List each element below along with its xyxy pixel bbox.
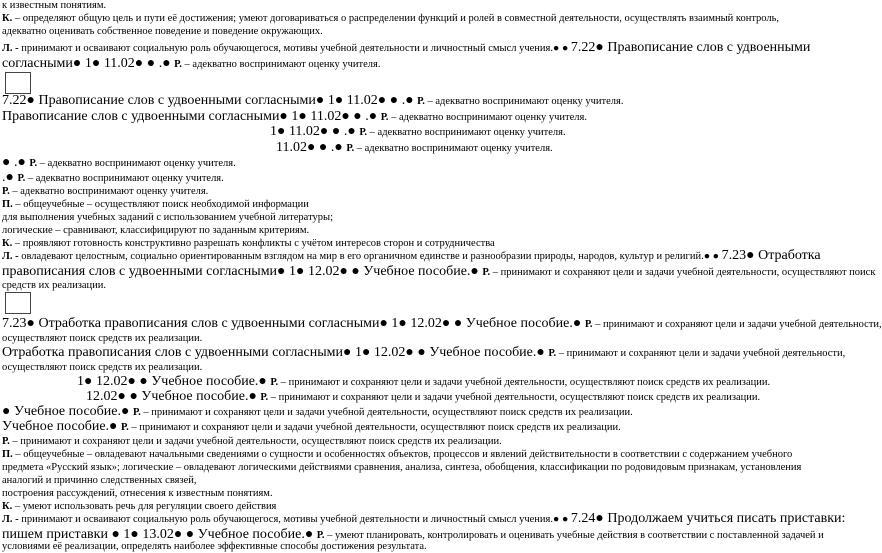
text-line-2: адекватно оценивать собственное поведение и поведение окружающих. bbox=[2, 26, 323, 37]
text-line-16: Л. - овладевают целостным, социально ориентированным взглядом на мир в его органичном единстве и разнообразии природы, народов, культур и религий.● ● 7.23● Отработка bbox=[2, 248, 821, 263]
text-line-14: логические – сравнивают, классифицируют по заданным критериям. bbox=[2, 225, 310, 236]
text-line-18: средств их реализации. bbox=[2, 280, 107, 291]
text-line-7: 1● 11.02● ● .● Р. – адекватно воспринимают оценку учителя. bbox=[270, 124, 566, 139]
text-line-29: предмета «Русский язык»; логические – овладевают логическими действиями сравнения, анализа, синтеза, обобщения, классификации по родовидовым признакам, установления bbox=[2, 462, 802, 473]
text-line-34: пишем приставки ● 1● 13.02● ● Учебное пособие.● Р. – умеют планировать, контролировать и оценивать учебные действия в соответствии с поставленной задачей и bbox=[2, 527, 824, 542]
text-line-19: 7.23● Отработка правописания слов с удвоенными согласными● 1● 12.02● ● Учебное пособие.● Р. – принимают и сохраняют цели и задачи учебной деятельности, bbox=[2, 316, 882, 331]
text-line-35: условиями её реализации, определять наиболее эффективные способы достижения результата. bbox=[2, 541, 427, 552]
text-line-0: к известным понятиям. bbox=[2, 0, 107, 11]
text-line-6: Правописание слов с удвоенными согласными● 1● 11.02● ● .● Р. – адекватно воспринимают оценку учителя. bbox=[2, 109, 587, 124]
text-line-17: правописания слов с удвоенными согласными● 1● 12.02● ● Учебное пособие.● Р. – принимают и сохраняют цели и задачи учебной деятельности, осуществляют поиск bbox=[2, 264, 876, 279]
placeholder-box-1 bbox=[5, 72, 31, 94]
text-line-11: Р. – адекватно воспринимают оценку учителя. bbox=[2, 186, 209, 197]
text-line-9: ● .● Р. – адекватно воспринимают оценку учителя. bbox=[2, 155, 236, 170]
text-line-32: К. – умеют использовать речь для регуляции своего действия bbox=[2, 501, 277, 512]
text-line-4: согласными● 1● 11.02● ● .● Р. – адекватно воспринимают оценку учителя. bbox=[2, 56, 381, 71]
placeholder-box-2 bbox=[5, 292, 31, 314]
text-line-26: Учебное пособие.● Р. – принимают и сохраняют цели и задачи учебной деятельности, осуществляют поиск средств их реализации. bbox=[2, 419, 621, 434]
text-line-27: Р. – принимают и сохраняют цели и задачи учебной деятельности, осуществляют поиск средств их реализации. bbox=[2, 436, 502, 447]
text-line-20: осуществляют поиск средств их реализации. bbox=[2, 333, 203, 344]
text-line-13: для выполнения учебных заданий с использованием учебной литературы; bbox=[2, 212, 333, 223]
text-line-3: Л. - принимают и осваивают социальную роль обучающегося, мотивы учебной деятельности и личностный смысл учения.● ● 7.22● Правописание слов с удвоенными bbox=[2, 40, 811, 55]
text-line-28: П. – общеучебные – овладевают начальными сведениями о сущности и особенностях объектов, процессов и явлений действительности в соответствии с содержанием учебного bbox=[2, 449, 793, 460]
text-line-31: построения рассуждений, отнесения к известным понятиям. bbox=[2, 488, 273, 499]
text-line-30: аналогий и причинно следственных связей, bbox=[2, 475, 197, 486]
text-line-21: Отработка правописания слов с удвоенными согласными● 1● 12.02● ● Учебное пособие.● Р. – принимают и сохраняют цели и задачи учебной деятельности, bbox=[2, 345, 846, 360]
text-line-22: осуществляют поиск средств их реализации. bbox=[2, 362, 203, 373]
text-line-8: 11.02● ● .● Р. – адекватно воспринимают оценку учителя. bbox=[276, 140, 553, 155]
text-line-33: Л. - принимают и осваивают социальную роль обучающегося, мотивы учебной деятельности и личностный смысл учения.● ● 7.24● Продолжаем учиться писать приставки: bbox=[2, 511, 846, 526]
text-line-1: К. – определяют общую цель и пути её достижения; умеют договариваться о распределении функций и ролей в совместной деятельности, осуществлять взаимный контроль, bbox=[2, 13, 780, 24]
text-line-24: 12.02● ● Учебное пособие.● Р. – принимают и сохраняют цели и задачи учебной деятельности, осуществляют поиск средств их реализации. bbox=[86, 389, 761, 404]
text-line-10: .● Р. – адекватно воспринимают оценку учителя. bbox=[2, 170, 224, 185]
text-line-23: 1● 12.02● ● Учебное пособие.● Р. – принимают и сохраняют цели и задачи учебной деятельности, осуществляют поиск средств их реализации. bbox=[77, 374, 771, 389]
text-line-25: ● Учебное пособие.● Р. – принимают и сохраняют цели и задачи учебной деятельности, осуществляют поиск средств их реализации. bbox=[2, 404, 633, 419]
text-line-15: К. – проявляют готовность конструктивно разрешать конфликты с учётом интересов сторон и сотрудничества bbox=[2, 238, 495, 249]
text-line-12: П. – общеучебные – осуществляют поиск необходимой информации bbox=[2, 199, 309, 210]
text-line-5: 7.22● Правописание слов с удвоенными согласными● 1● 11.02● ● .● Р. – адекватно воспринимают оценку учителя. bbox=[2, 93, 624, 108]
